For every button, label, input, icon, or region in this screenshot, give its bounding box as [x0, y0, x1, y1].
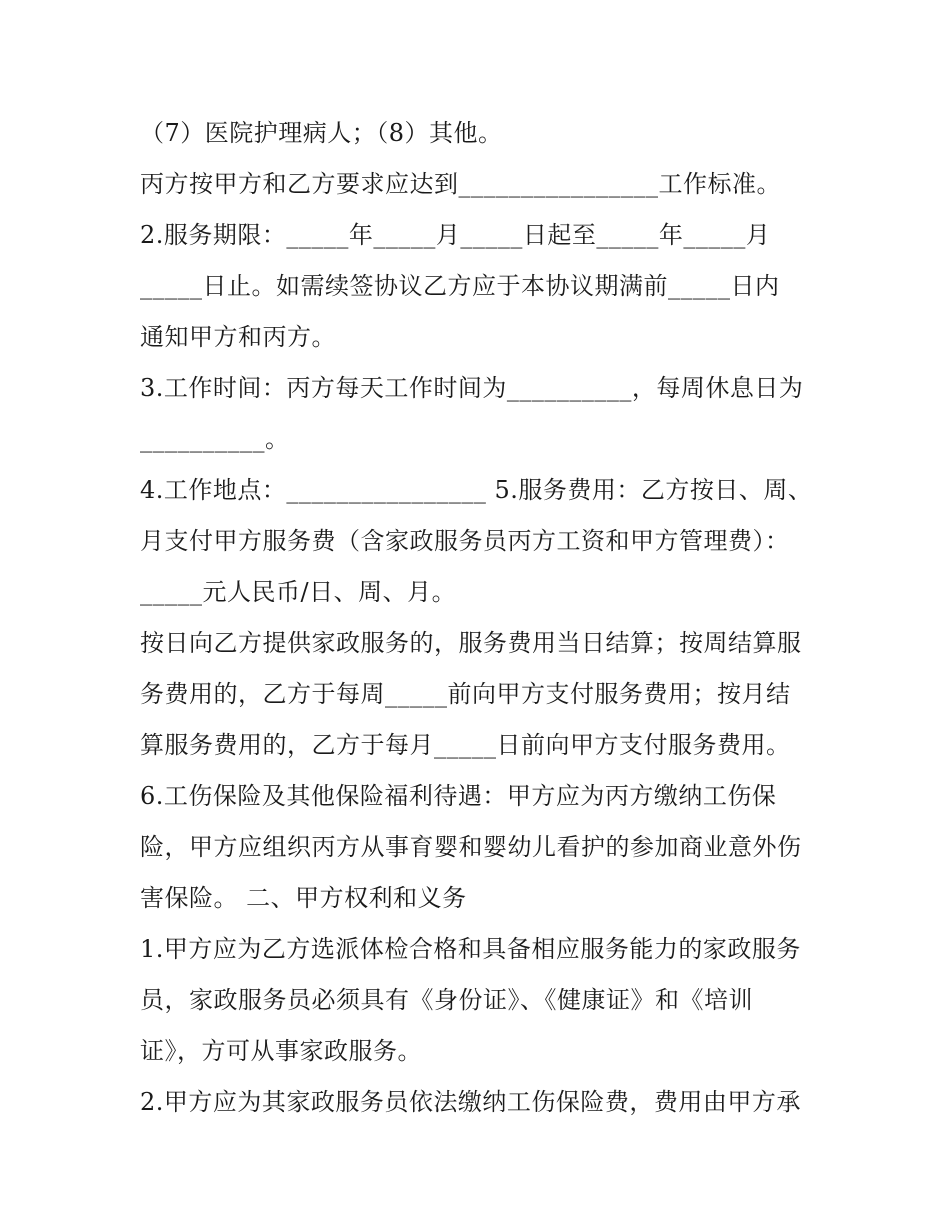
text-line: 通知甲方和丙方。 — [140, 323, 336, 351]
text-line: 险，甲方应组织丙方从事育婴和婴幼儿看护的参加商业意外伤 — [140, 833, 802, 861]
text-line: _____元人民币/日、周、月。 — [140, 578, 457, 606]
text-line: 害保险。 二、甲方权利和义务 — [140, 884, 467, 912]
text-line: 3.工作时间：丙方每天工作时间为__________，每周休息日为 — [140, 374, 804, 402]
text-line: 1.甲方应为乙方选派体检合格和具备相应服务能力的家政服务 — [140, 935, 801, 963]
text-line: 月支付甲方服务费（含家政服务员丙方工资和甲方管理费）： — [140, 527, 790, 555]
text-line: 2.服务期限：_____年_____月_____日起至_____年_____月 — [140, 221, 771, 249]
text-line: 4.工作地点：________________ 5.服务费用：乙方按日、周、 — [140, 476, 813, 504]
text-line: 按日向乙方提供家政服务的，服务费用当日结算；按周结算服 — [140, 629, 802, 657]
text-line: 2.甲方应为其家政服务员依法缴纳工伤保险费，费用由甲方承 — [140, 1088, 801, 1116]
text-line: 务费用的，乙方于每周_____前向甲方支付服务费用；按月结 — [140, 680, 791, 708]
text-line: 证》，方可从事家政服务。 — [140, 1037, 422, 1065]
text-line: 员，家政服务员必须具有《身份证》、《健康证》和《培训 — [140, 986, 753, 1014]
text-line: 丙方按甲方和乙方要求应达到________________工作标准。 — [140, 170, 781, 198]
text-line: __________。 — [140, 425, 290, 453]
document-body — [140, 108, 820, 1128]
text-line: 6.工伤保险及其他保险福利待遇：甲方应为丙方缴纳工伤保 — [140, 782, 777, 810]
text-line: 算服务费用的，乙方于每月_____日前向甲方支付服务费用。 — [140, 731, 791, 759]
text-line: （7）医院护理病人；（8）其他。 — [140, 119, 503, 147]
text-line: _____日止。如需续签协议乙方应于本协议期满前_____日内 — [140, 272, 780, 300]
